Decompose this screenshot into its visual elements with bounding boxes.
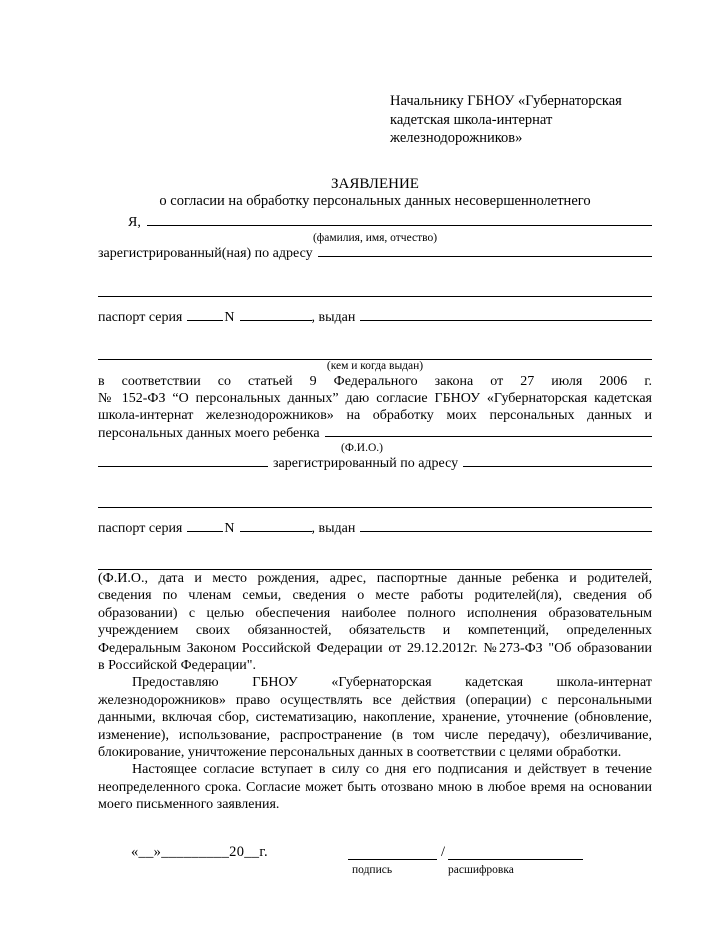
- details-paragraph-line: Федеральным Законом Российской Федерации от 29.12.2012г. №273-ФЗ "Об образовании: [98, 640, 652, 656]
- passport-number-label: N: [224, 520, 235, 536]
- child-name-row: [98, 425, 652, 442]
- signature-separator: /: [441, 843, 446, 860]
- validity-paragraph-line: неопределенного срока. Согласие может быть отозвано мною в любое время на основании: [98, 779, 652, 795]
- address-continuation-blank: [98, 280, 652, 297]
- signature-hint: подпись: [352, 863, 393, 876]
- applicant-address-row: [98, 245, 652, 262]
- passport-number-blank: [240, 531, 312, 532]
- issued-by-hint: (кем и когда выдан): [326, 359, 424, 372]
- passport-issued-label: , выдан: [311, 310, 356, 326]
- child-address-label: зарегистрированный по адресу: [273, 456, 459, 472]
- passport-series-label: паспорт серия: [98, 310, 183, 326]
- applicant-name-row: [98, 214, 652, 231]
- rights-paragraph-line: Предоставляю ГБНОУ «Губернаторская кадетская школа-интернат: [132, 675, 652, 691]
- document-subtitle: о согласии на обработку персональных данных несовершеннолетнего: [159, 192, 591, 209]
- child-name-blank: [325, 436, 652, 437]
- passport-issued-label: , выдан: [311, 520, 356, 536]
- recipient-line: кадетская школа-интернат: [390, 111, 553, 128]
- rights-paragraph-line: данными, включая сбор, систематизацию, накопление, хранение, уточнение (обновление,: [98, 710, 652, 726]
- passport-2-continuation-blank: [98, 553, 652, 570]
- recipient-line: железнодорожников»: [390, 130, 523, 146]
- passport-issued-blank: [360, 320, 652, 321]
- passport-number-label: N: [224, 310, 235, 326]
- passport-number-blank: [240, 320, 312, 321]
- transcript-blank: [448, 859, 583, 860]
- passport-series-blank: [187, 531, 223, 532]
- signature-blank: [348, 859, 437, 860]
- applicant-name-blank: [147, 225, 652, 226]
- applicant-address-blank: [318, 256, 652, 257]
- document-title: ЗАЯВЛЕНИЕ: [331, 175, 419, 192]
- child-address-blank-right: [463, 466, 652, 467]
- consent-paragraph-line: № 152-ФЗ “О персональных данных” даю согласие ГБНОУ «Губернаторская кадетская: [98, 390, 652, 406]
- passport-series-blank: [187, 320, 223, 321]
- transcript-hint: расшифровка: [448, 863, 514, 876]
- child-name-label: персональных данных моего ребенка: [98, 425, 320, 441]
- date-blank: «__»_________20__г.: [131, 843, 268, 860]
- validity-paragraph-line: моего письменного заявления.: [98, 797, 280, 813]
- passport-row-2: [98, 520, 652, 537]
- child-fio-hint: (Ф.И.О.): [341, 442, 383, 455]
- details-paragraph-line: (Ф.И.О., дата и место рождения, адрес, паспортные данные ребенка и родителей,: [98, 570, 652, 586]
- fio-hint: (фамилия, имя, отчество): [312, 231, 438, 244]
- details-paragraph-line: учреждением своих обязанностей, обязательств и компетенций, определенных: [98, 623, 652, 639]
- consent-paragraph-line: в соответствии со статьей 9 Федерального закона от 27 июля 2006 г.: [98, 373, 652, 389]
- recipient-line: Начальнику ГБНОУ «Губернаторская: [390, 93, 622, 109]
- rights-paragraph-line: блокирование, уничтожение персональных данных в соответствии с целями обработки.: [98, 745, 622, 761]
- rights-paragraph-line: изменение), использование, распространение (в том числе передачу), обезличивание,: [98, 727, 652, 743]
- details-paragraph-line: в Российской Федерации".: [98, 658, 256, 673]
- signature-block: [98, 844, 652, 890]
- rights-paragraph-line: железнодорожников» право осуществлять все действия (операции) с персональными: [98, 692, 652, 708]
- passport-series-label: паспорт серия: [98, 520, 183, 536]
- consent-paragraph-line: школа-интернат железнодорожников» на обработку моих персональных данных и: [98, 408, 652, 424]
- child-address-row: [98, 455, 652, 472]
- details-paragraph-line: сведения по членам семьи, сведения о месте работы родителей(ля), сведения об: [98, 588, 652, 604]
- validity-paragraph-line: Настоящее согласие вступает в силу со дня его подписания и действует в течение: [132, 762, 652, 778]
- recipient-block: [390, 92, 652, 148]
- address-label: зарегистрированный(ная) по адресу: [98, 245, 313, 261]
- passport-row-1: [98, 309, 652, 326]
- child-address-blank-left: [98, 466, 268, 467]
- i-label: Я,: [128, 215, 141, 231]
- details-paragraph-line: образовании) с целью обеспечения наиболее полного исполнения образовательным: [98, 605, 652, 621]
- passport-issued-blank: [360, 531, 652, 532]
- child-address-continuation-blank: [98, 491, 652, 508]
- issued-by-blank: [98, 343, 652, 360]
